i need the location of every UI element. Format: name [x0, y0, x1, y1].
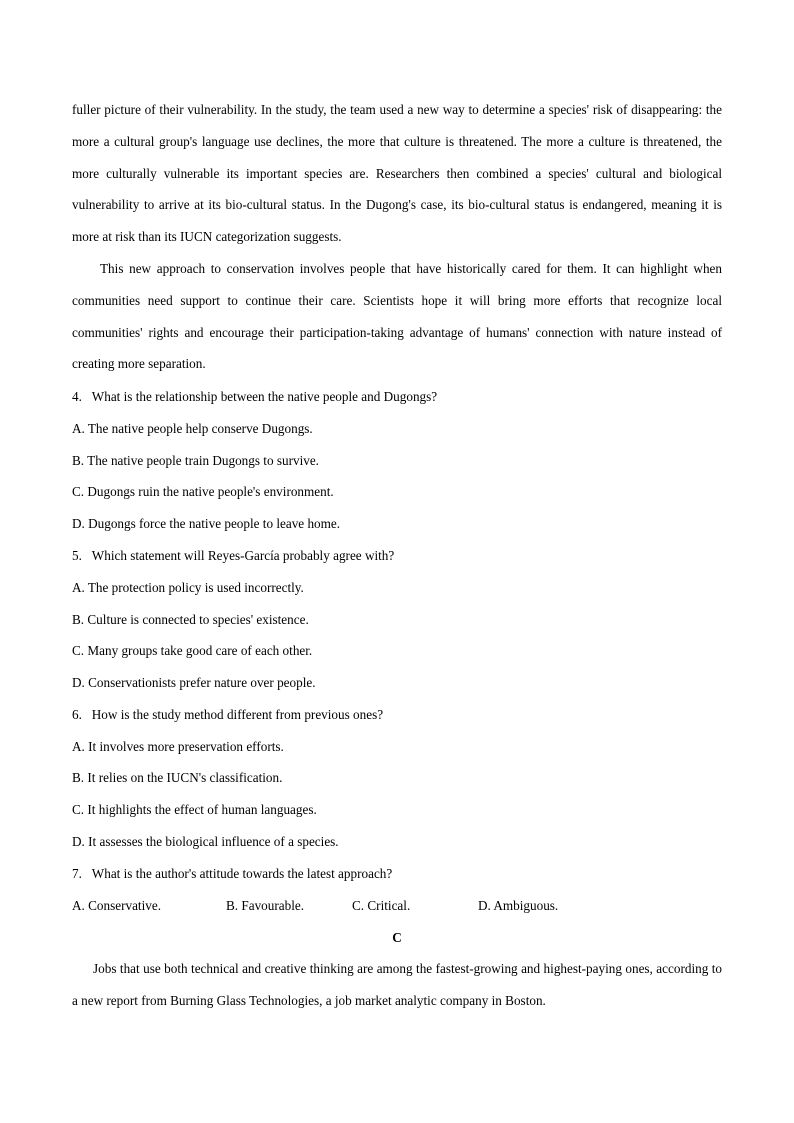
answer-option: B. The native people train Dugongs to survive.: [72, 453, 319, 468]
answer-option: C. It highlights the effect of human languages.: [72, 802, 317, 817]
answer-option: A. The protection policy is used incorrectly.: [72, 580, 304, 595]
answer-option: D. It assesses the biological influence of a species.: [72, 834, 339, 849]
passage-paragraph: fuller picture of their vulnerability. In the study, the team used a new way to determine a species' risk of disappearing: the more a cultural group's language use declines, the more that culture is threatened. The more a culture is threatened, the more culturally vulnerable its important species are. Researchers then combined a species' cultural and biological vulnerability to arrive at its bio-cultural status. In the Dugong's case, its bio-cultural status is endangered, meaning it is more at risk than its IUCN categorization suggests.: [72, 102, 722, 245]
answer-option: D. Ambiguous.: [478, 898, 559, 913]
answer-option: C. Many groups take good care of each other.: [72, 643, 313, 658]
question-stem: 5. Which statement will Reyes-García probably agree with?: [72, 548, 395, 563]
answer-option: A. Conservative.: [72, 898, 161, 913]
answer-option: A. The native people help conserve Dugongs.: [72, 421, 313, 436]
answer-option: C. Critical.: [352, 898, 411, 913]
passage-paragraph: Jobs that use both technical and creative thinking are among the fastest-growing and highest-paying ones, according to a new report from Burning Glass Technologies, a job market analytic company in Boston.: [72, 961, 722, 1008]
answer-option: A. It involves more preservation efforts.: [72, 739, 284, 754]
answer-option: B. It relies on the IUCN's classification.: [72, 770, 283, 785]
question-stem: 7. What is the author's attitude towards the latest approach?: [72, 866, 393, 881]
answer-option: D. Dugongs force the native people to leave home.: [72, 516, 341, 531]
question-stem: 6. How is the study method different from previous ones?: [72, 707, 384, 722]
answer-option: B. Culture is connected to species' existence.: [72, 612, 309, 627]
answer-options-row: [72, 896, 722, 916]
answer-option: C. Dugongs ruin the native people's environment.: [72, 484, 334, 499]
section-heading: C: [392, 930, 402, 945]
passage-paragraph: This new approach to conservation involves people that have historically cared for them. It can highlight when communities need support to continue their care. Scientists hope it will bring more efforts that recognize local communities' rights and encourage their participation-taking advantage of humans' connection with nature instead of creating more separation.: [72, 261, 722, 372]
answer-option: B. Favourable.: [226, 898, 305, 913]
question-stem: 4. What is the relationship between the native people and Dugongs?: [72, 389, 438, 404]
answer-option: D. Conservationists prefer nature over people.: [72, 675, 316, 690]
